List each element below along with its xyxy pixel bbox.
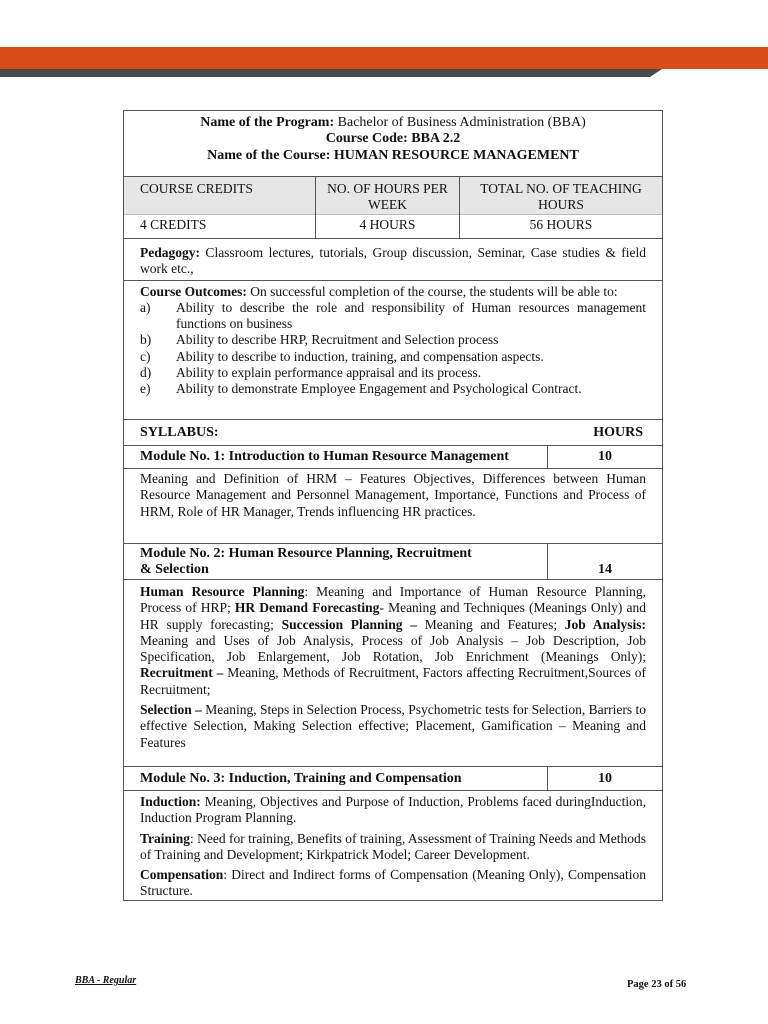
hours-label: HOURS	[593, 424, 643, 440]
outcomes-intro: On successful completion of the course, the students will be able to:	[246, 284, 618, 299]
list-item: e) Ability to demonstrate Employee Engagement and Psychological Contract.	[140, 380, 582, 396]
credits-table	[124, 177, 662, 239]
hours-per-week-value: 4 HOURS	[359, 217, 416, 232]
outcomes-list	[140, 300, 646, 397]
syllabus-label: SYLLABUS:	[140, 424, 219, 440]
course-name-line: Name of the Course: HUMAN RESOURCE MANAGEMENT	[207, 147, 579, 163]
program-line: Name of the Program: Bachelor of Business Administration (BBA)	[200, 115, 586, 130]
syllabus-document	[123, 110, 663, 901]
module-3-compensation-paragraph: Compensation: Direct and Indirect forms of Compensation (Meaning Only), Compensation Structure.	[140, 867, 646, 899]
module-3-content	[124, 791, 662, 901]
module-2-hours: 14	[598, 562, 612, 577]
pedagogy-text: Classroom lectures, tutorials, Group discussion, Seminar, Case studies & field work etc.,	[140, 245, 646, 277]
hours-per-week-header: NO. OF HOURS PER WEEK	[316, 177, 459, 215]
module-3-hours: 10	[598, 771, 612, 786]
list-item: b) Ability to describe HRP, Recruitment and Selection process	[140, 332, 499, 348]
module-3-title-row	[124, 767, 662, 791]
module-2-selection-paragraph: Selection – Meaning, Steps in Selection Process, Psychometric tests for Selection, Barriers to effective Selection, Making Selection effective; Placement, Gamification – Meaning and Features	[140, 702, 646, 750]
course-header	[124, 111, 662, 177]
credits-value: 4 CREDITS	[140, 217, 207, 232]
top-gray-bar	[0, 69, 650, 77]
module-3-training-paragraph: Training: Need for training, Benefits of training, Assessment of Training Needs and Methods of Training and Development; Kirkpatrick Model; Career Development.	[140, 830, 646, 862]
top-accent-bar	[0, 47, 768, 69]
outcomes-label: Course Outcomes:	[140, 284, 247, 299]
module-2-title-row	[124, 544, 662, 580]
total-hours-value: 56 HOURS	[529, 217, 593, 232]
course-outcomes-section	[124, 281, 662, 420]
list-item: a) Ability to describe the role and responsibility of Human resources management functions on business	[140, 300, 646, 332]
list-item: c) Ability to describe to induction, training, and compensation aspects.	[140, 348, 544, 364]
module-1-hours: 10	[598, 449, 612, 464]
footer-program-label: BBA - Regular	[75, 975, 137, 986]
total-hours-header: TOTAL NO. OF TEACHING HOURS	[460, 177, 662, 215]
module-1-title: Module No. 1: Introduction to Human Resource Management	[124, 446, 548, 468]
pedagogy-label: Pedagogy:	[140, 245, 200, 260]
module-2-content	[124, 580, 662, 767]
module-3-induction-paragraph: Induction: Meaning, Objectives and Purpose of Induction, Problems faced duringInduction, Induction Program Planning.	[140, 794, 646, 826]
credits-header: COURSE CREDITS	[124, 177, 315, 215]
footer-page-number: Page 23 of 56	[627, 979, 687, 990]
module-2-title: Module No. 2: Human Resource Planning, Recruitment & Selection	[124, 544, 548, 579]
module-1-content: Meaning and Definition of HRM – Features Objectives, Differences between Human Resource Management and Personnel Management, Importance, Functions and Process of HRM, Role of HR Manager, Trends influencing HR practices.	[124, 469, 662, 544]
module-3-title: Module No. 3: Induction, Training and Compensation	[124, 767, 548, 790]
module-2-planning-paragraph: Human Resource Planning: Meaning and Importance of Human Resource Planning, Process of HRP; HR Demand Forecasting- Meaning and Techniques (Meanings Only) and HR supply forecasting; Succession Planning – Meaning and Features; Job Analysis: Meaning and Uses of Job Analysis, Process of Job Analysis – Job Description, Job Specification, Job Enlargement, Job Rotation, Job Enrichment (Meanings Only); Recruitment – Meaning, Methods of Recruitment, Factors affecting Recruitment,Sources of Recruitment;	[140, 584, 647, 697]
credits-column	[124, 177, 316, 238]
pedagogy-section	[124, 239, 662, 281]
list-item: d) Ability to explain performance appraisal and its process.	[140, 364, 482, 380]
course-code-line: Course Code: BBA 2.2	[325, 131, 461, 147]
module-1-title-row	[124, 446, 662, 469]
hours-per-week-column	[316, 177, 460, 238]
total-hours-column	[460, 177, 662, 238]
syllabus-header-row	[124, 420, 662, 446]
